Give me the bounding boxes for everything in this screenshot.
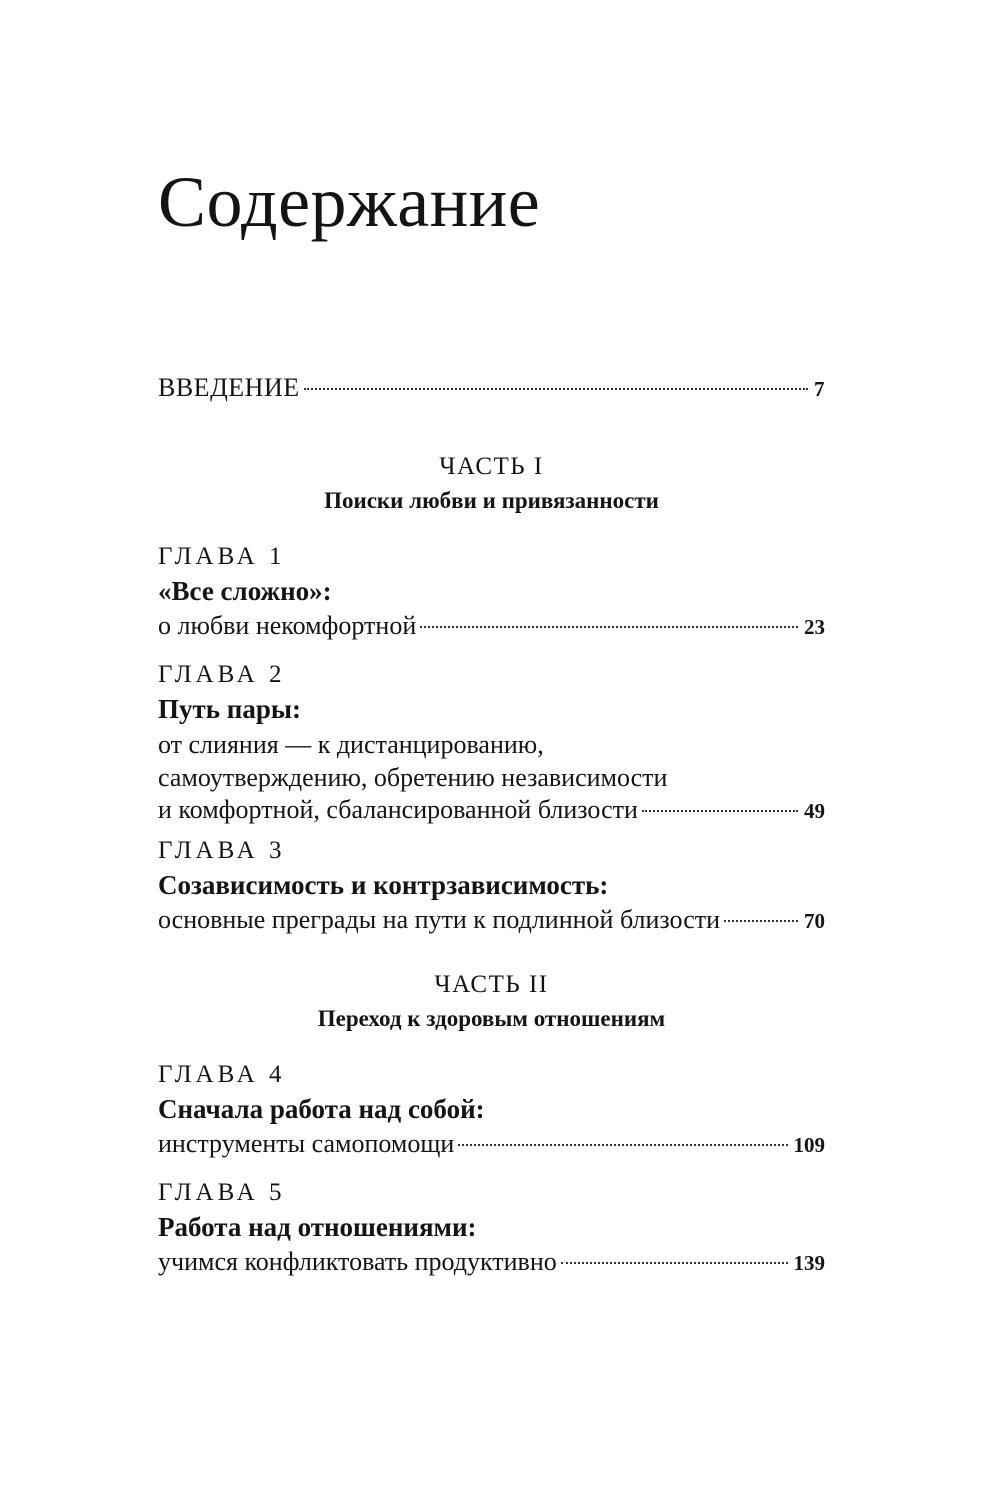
dot-leader xyxy=(724,920,798,922)
dot-leader xyxy=(304,388,808,390)
chapter-subtitle: о любви некомфортной xyxy=(158,611,417,640)
dot-leader xyxy=(420,626,798,628)
toc-chapter-4[interactable] xyxy=(158,1060,825,1161)
toc-entry-introduction[interactable] xyxy=(158,372,825,405)
chapter-subtitle-line: от слияния — к дистанцированию, xyxy=(158,730,544,759)
dot-leader xyxy=(458,1144,787,1146)
part-label: ЧАСТЬ II xyxy=(434,971,549,998)
chapter-subtitle: инструменты самопомощи xyxy=(158,1129,455,1158)
toc-chapter-2[interactable] xyxy=(158,660,825,827)
chapter-subtitle-line xyxy=(158,1246,825,1279)
chapter-title: Работа над отношениями: xyxy=(158,1212,477,1242)
page-number: 109 xyxy=(793,1133,825,1157)
chapter-subtitle-line xyxy=(158,794,825,827)
page-title: Содержание xyxy=(158,162,541,242)
toc-entry-label: ВВЕДЕНИЕ xyxy=(158,373,300,402)
page-number: 23 xyxy=(804,615,825,639)
chapter-title: Созависимость и контрзависимость: xyxy=(158,870,609,900)
chapter-title: «Все сложно»: xyxy=(158,576,332,606)
chapter-title: Сначала работа над собой: xyxy=(158,1094,485,1124)
dot-leader xyxy=(561,1262,788,1264)
page-number: 70 xyxy=(804,909,825,933)
chapter-title: Путь пары: xyxy=(158,694,301,724)
chapter-label: ГЛАВА 5 xyxy=(158,1179,286,1206)
chapter-subtitle-line xyxy=(158,610,825,643)
page-number: 49 xyxy=(804,799,825,823)
chapter-subtitle: основные преграды на пути к подлинной близости xyxy=(158,905,721,934)
toc-chapter-5[interactable] xyxy=(158,1178,825,1279)
part-title: Переход к здоровым отношениям xyxy=(317,1006,666,1031)
chapter-subtitle: и комфортной, сбалансированной близости xyxy=(158,795,638,824)
page-number: 139 xyxy=(793,1251,825,1275)
chapter-label: ГЛАВА 4 xyxy=(158,1061,286,1088)
chapter-subtitle-line: самоутверждению, обретению независимости xyxy=(158,763,668,792)
toc-chapter-3[interactable] xyxy=(158,836,825,937)
table-of-contents xyxy=(158,0,825,1507)
part-label: ЧАСТЬ I xyxy=(439,453,544,480)
chapter-subtitle-line xyxy=(158,904,825,937)
chapter-subtitle-line xyxy=(158,1128,825,1161)
dot-leader xyxy=(642,810,798,812)
page-number: 7 xyxy=(814,377,825,401)
toc-chapter-1[interactable] xyxy=(158,542,825,643)
chapter-subtitle: учимся конфликтовать продуктивно xyxy=(158,1247,557,1276)
chapter-label: ГЛАВА 3 xyxy=(158,837,286,864)
chapter-label: ГЛАВА 1 xyxy=(158,543,286,570)
part-title: Поиски любви и привязанности xyxy=(324,488,659,513)
chapter-label: ГЛАВА 2 xyxy=(158,661,286,688)
